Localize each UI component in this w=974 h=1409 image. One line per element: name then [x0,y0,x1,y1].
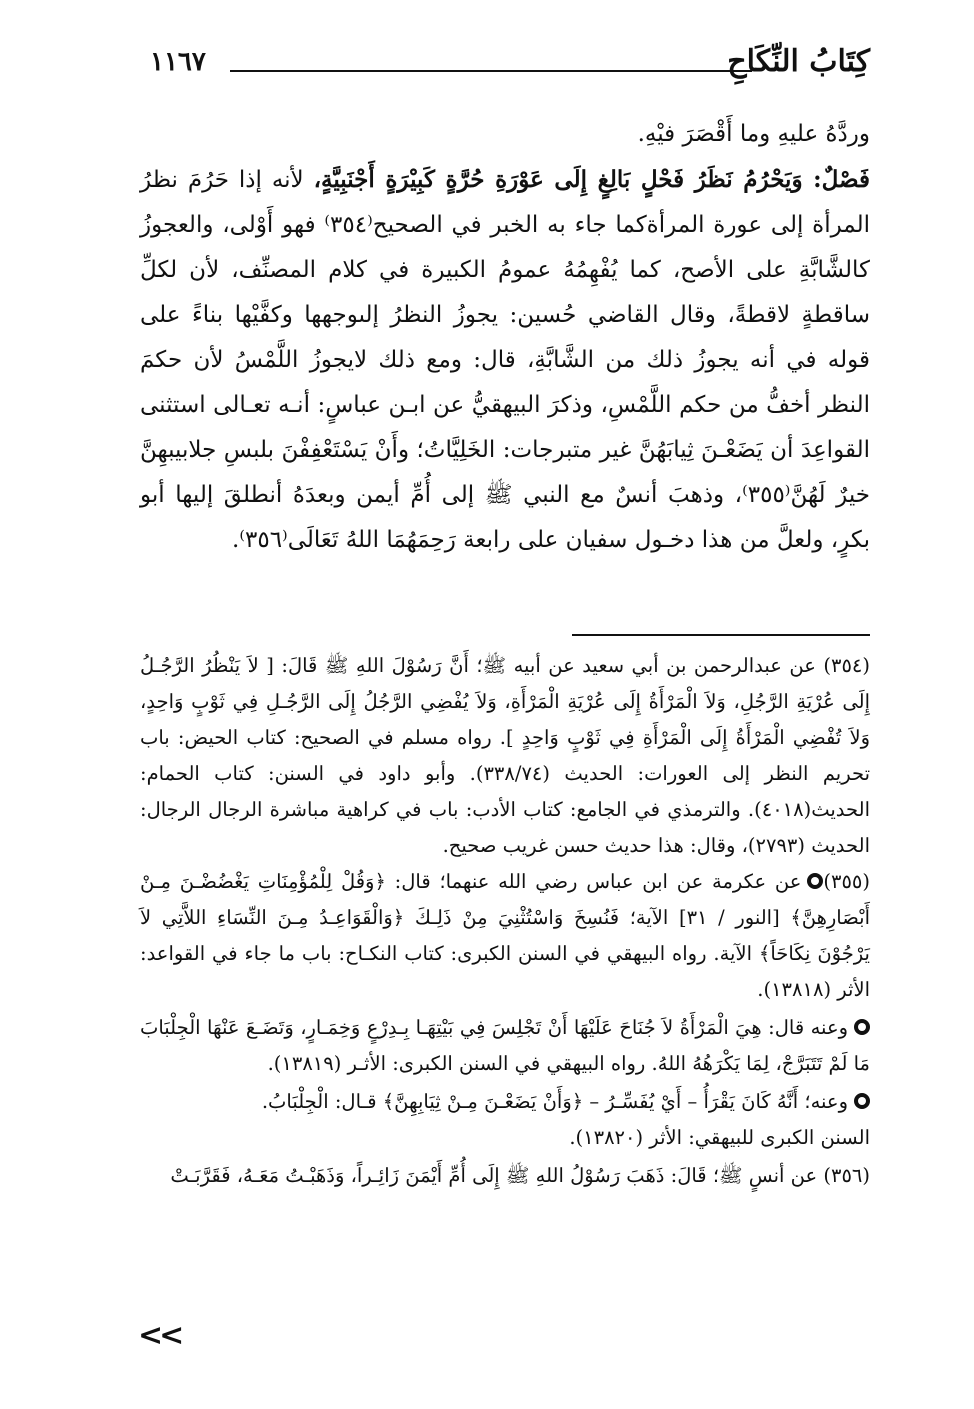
footnote-355-label: (٣٥٥) [823,870,870,893]
header-rule [230,70,752,72]
chapter-title: كِتَابُ النِّكَاحِ [727,44,870,79]
footnote-356: (٣٥٦) عن أنسٍ ﷺ؛ قَالَ: ذَهَبَ رَسُوْلُ اللهِ ﷺ إِلَى أُمِّ أَيْمَنَ زَائِـراً، وَذَهَبْـتُ مَعَـهُ، فَقَرَّبَـتْ [170,1164,870,1187]
paragraph-2 [140,157,870,563]
footnote-355 [140,864,870,1008]
footnotes [140,648,870,1194]
main-text [140,112,870,563]
paragraph-2-body: لأنه إذا حَرُمَ نظرُ المرأة إلى عورة المرأةكما جاء به الخبر في الصحيح⁽٣٥٤⁾ فهو أَوْلى، والعجوزُ كالشَّابَّةِ على الأصح، كما يُفْهِمُهُ عمومُ الكبيرة في كلام المصنِّف، لأن لكلِّ ساقطةٍ لاقطةً، وقال القاضي حُسين: يجوزُ النظرُ إلىوجهها وكفَّيْها بناءً على قوله في أنه يجوزُ ذلك من الشَّابَّةِ، قال: ومع ذلك لايجوزُ اللَّمْسُ لأن حكمَ النظر أخفُّ من حكم اللَّمْسِ، وذكرَ البيهقيُّ عن ابـن عباسٍ: أنـه تعـالى استثنى القواعِدَ أن يَضَعْـنَ ثِيابَهُنَّ غير متبرجات: الخَلِيَّاتُ؛ وأَنْ يَسْتَعْفِفْنَ بلبسِ جلابيبهِنَّ خيرٌ لَهُنَّ⁽٣٥٥⁾، وذهبَ أنسٌ مع النبي ﷺ إلى أُمِّ أيمن وبعدَهُ أنطلقَ إليها أبو بكرٍ، ولعلَّ من هذا دخـول سفيان على رابعة رَحِمَهُمَا اللهُ تَعَالَى⁽٣٥٦⁾. [140,167,871,553]
bullet-icon [854,1093,870,1109]
footnote-355-sub-1 [140,1010,870,1082]
footnote-355-sub-2 [140,1084,870,1120]
footnote-355-sub-2-text: وعنه؛ أَنَّهُ كَانَ يَقْرَأُ – أَيْ يُفَسِّـرُ – ﴿وَأَنْ يَضَعْـنَ مِـنْ ثِيَابِهِنَّ﴾ قـال: الْجِلْبَابُ. [261,1090,848,1113]
footnote-separator [572,634,870,636]
bullet-icon [807,873,823,889]
footnote-355-sub-2-source: السنن الكبرى للبيهقي: الأثر (١٣٨٢٠). [569,1126,870,1149]
paragraph-1: وردَّهُ عليهِ وما أَقْصَرَ فيْهِ. [637,121,870,147]
bullet-icon [854,1019,870,1035]
page-header [150,42,870,86]
footnote-355-sub-1-text: وعنه قال: هِيَ الْمَرْأَةُ لاَ جُنَاحَ عَلَيْهَا أَنْ تَجْلِسَ فِي بَيْتِهَـا بِـدِرْعٍ وَخِمَـارٍ، وَتَضَـعَ عَنْهَا الْجِلْبَابَ مَا لَمْ تَتَبَرَّجْ، لِمَا يَكْرَهُهُ اللهُ. رواه البيهقي في السنن الكبرى: الأثـر (١٣٨١٩). [140,1016,870,1075]
page-number: ١١٦٧ [150,47,206,77]
paragraph-2-lead: فَصْلٌ: وَيَحْرُمُ نَظَرُ فَحْلٍ بَالِغٍ إِلَى عَوْرَةِ حُرَّةٍ كَبِيْرَةٍ أَجْنَبِيَّةٍ، [313,166,870,193]
continuation-mark: << [138,1318,181,1353]
footnote-354: (٣٥٤) عن عبدالرحمن بن أبي سعيد عن أبيه ﷺ؛ أَنَّ رَسُوْلَ اللهِ ﷺ قَالَ: [ لاَ يَنْظُرُ الرَّجُـلُ إِلَى عُرْيَةِ الرَّجُلِ، وَلاَ الْمَرْأَةُ إِلَى عُرْيَةِ الْمَرْأَةِ، وَلاَ يُفْضِي الرَّجُلُ إِلَى الرَّجُـلِ فِي ثَوْبٍ وَاحِدٍ، وَلاَ تُفْضِي الْمَرْأَةُ إِلَى الْمَرْأَةِ فِي ثَوْبٍ وَاحِدٍ ]. رواه مسلم في الصحيح: كتاب الحيض: باب تحريم النظر إلى العورات: الحديث (٣٣٨/٧٤). وأبو داود في السنن: كتاب الحمام: الحديث(٤٠١٨). والترمذي في الجامع: كتاب الأدب: باب في كراهية مباشرة الرجال الرجال: الحديث (٢٧٩٣)، وقال: هذا حديث حسن غريب صحيح. [140,654,871,857]
footnote-355-text: عن عكرمة عن ابن عباس رضي الله عنهما؛ قال: ﴿وَقُلْ لِلْمُؤْمِنَاتِ يَغْضُضْـنَ مِـنْ أَبْصَارِهِنَّ﴾ [النور / ٣١] الآية؛ فَنُسِخَ وَاسْتُثْنِيَ مِنْ ذَلِـكَ ﴿وَالْقَوَاعِـدُ مِـنَ النِّسَاءِ اللاَّتِي لاَ يَرْجُوْنَ نِكَاحَاً﴾ الآية. رواه البيهقي في السنن الكبرى: كتاب النكـاح: باب ما جاء في القواعد: الأثر (١٣٨١٨). [140,870,870,1001]
